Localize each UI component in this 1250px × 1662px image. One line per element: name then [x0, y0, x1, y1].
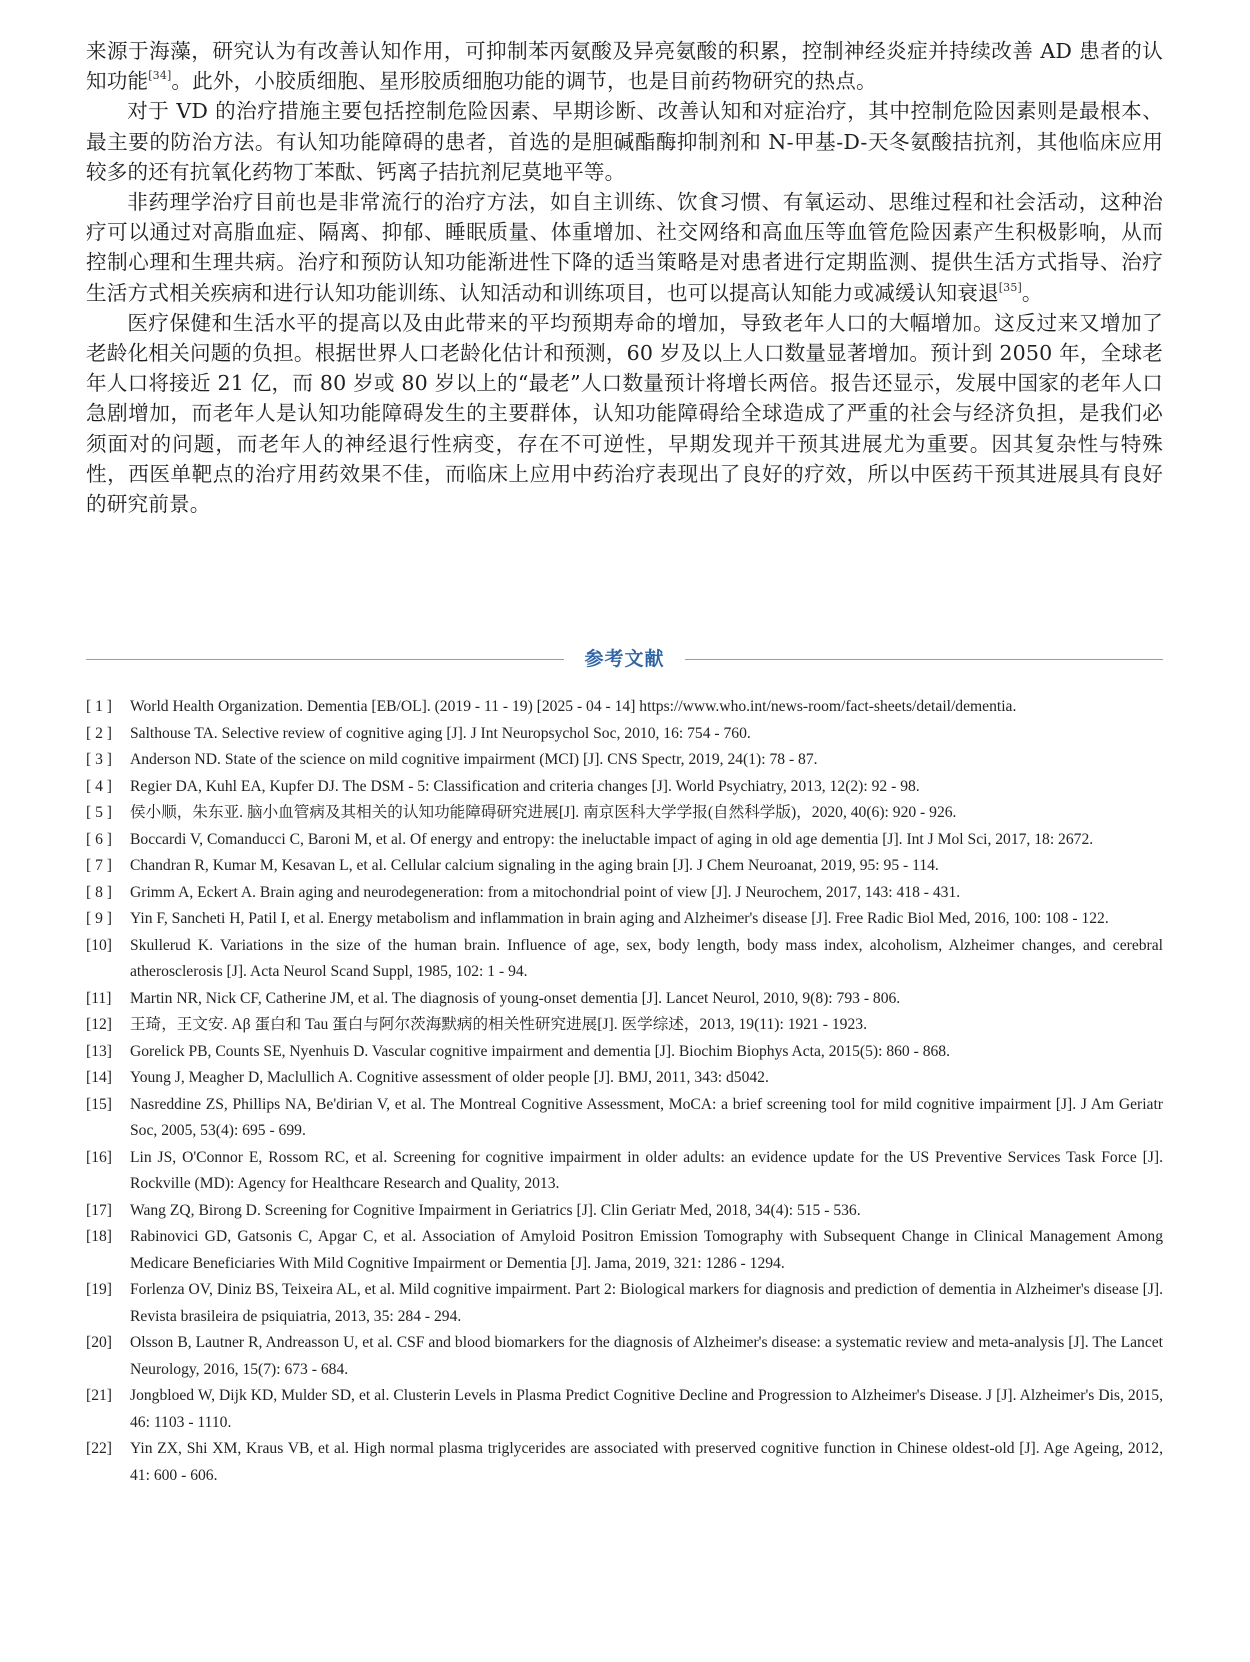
reference-number: [ 8 ] — [86, 883, 112, 901]
reference-item — [86, 1330, 1163, 1383]
reference-number: [13] — [86, 1042, 112, 1060]
reference-item — [86, 774, 1163, 801]
reference-number: [14] — [86, 1069, 112, 1086]
reference-item — [86, 1039, 1163, 1066]
reference-item — [86, 1065, 1163, 1092]
reference-text: Chandran R, Kumar M, Kesavan L, et al. Cellular calcium signaling in the aging brain [J]. J Chem Neuroanat, 2019, 95: 95 - 114. — [130, 857, 939, 874]
reference-text: Regier DA, Kuhl EA, Kupfer DJ. The DSM - 5: Classification and criteria changes [J]. World Psychiatry, 2013, 12(2): 92 - 98. — [130, 777, 920, 795]
citation-marker: [34] — [148, 69, 172, 83]
reference-item — [86, 1436, 1163, 1489]
reference-text: Rabinovici GD, Gatsonis C, Apgar C, et al. Association of Amyloid Positron Emission Tomography with Subsequent Change in Clinical Management Among Medicare Beneficiaries With Mild Cognitive Impairment or Dementia [J]. Jama, 2019, 321: 1286 - 1294. — [130, 1228, 1163, 1272]
reference-text: Anderson ND. State of the science on mild cognitive impairment (MCI) [J]. CNS Spectr, 2019, 24(1): 78 - 87. — [130, 751, 818, 768]
reference-number: [ 9 ] — [86, 910, 112, 927]
reference-number: [ 2 ] — [86, 724, 112, 742]
reference-number: [19] — [86, 1281, 112, 1298]
paragraph: 非药理学治疗目前也是非常流行的治疗方法，如自主训练、饮食习惯、有氧运动、思维过程和社会活动，这种治疗可以通过对高脂血症、隔离、抑郁、睡眠质量、体重增加、社交网络和高血压等血管危险因素产生积极影响，从而控制心理和生理共病。治疗和预防认知功能渐进性下降的适当策略是对患者进行定期监测、提供生活方式指导、治疗生活方式相关疾病和进行认知功能训练、认知活动和训练项目，也可以提高认知能力或减缓认知衰退[35]。 — [86, 190, 1163, 305]
reference-text: Forlenza OV, Diniz BS, Teixeira AL, et al. Mild cognitive impairment. Part 2: Biological markers for diagnosis and prediction of dementia in Alzheimer's disease [J]. Revista brasileira de psiquiatria, 2013, 35: 284 - 294. — [130, 1281, 1163, 1325]
reference-item — [86, 721, 1163, 748]
reference-text: Salthouse TA. Selective review of cognitive aging [J]. J Int Neuropsychol Soc, 2010, 16: 754 - 760. — [130, 724, 751, 742]
reference-text: Yin ZX, Shi XM, Kraus VB, et al. High normal plasma triglycerides are associated with preserved cognitive function in Chinese oldest-old [J]. Age Ageing, 2012, 41: 600 - 606. — [130, 1440, 1163, 1484]
reference-number: [10] — [86, 936, 112, 954]
reference-item — [86, 1383, 1163, 1436]
body-text — [86, 36, 1163, 519]
reference-number: [15] — [86, 1095, 112, 1113]
reference-number: [20] — [86, 1334, 112, 1351]
reference-text: Grimm A, Eckert A. Brain aging and neurodegeneration: from a mitochondrial point of view [J]. J Neurochem, 2017, 143: 418 - 431. — [130, 883, 961, 901]
reference-text: Jongbloed W, Dijk KD, Mulder SD, et al. Clusterin Levels in Plasma Predict Cognitive Decline and Progression to Alzheimer's Disease. J [J]. Alzheimer's Dis, 2015, 46: 1103 - 1110. — [130, 1387, 1163, 1431]
reference-text: Olsson B, Lautner R, Andreasson U, et al. CSF and blood biomarkers for the diagnosis of Alzheimer's disease: a systematic review and meta-analysis [J]. The Lancet Neurology, 2016, 15(7): 673 - 684. — [130, 1334, 1163, 1378]
reference-text: Martin NR, Nick CF, Catherine JM, et al. The diagnosis of young-onset dementia [J]. Lancet Neurol, 2010, 9(8): 793 - 806. — [130, 989, 901, 1007]
reference-item — [86, 880, 1163, 907]
reference-item — [86, 853, 1163, 880]
reference-item — [86, 906, 1163, 933]
reference-number: [16] — [86, 1148, 112, 1166]
reference-text: Lin JS, O'Connor E, Rossom RC, et al. Screening for cognitive impairment in older adults: an evidence update for the US Preventive Services Task Force [J]. Rockville (MD): Agency for Healthcare Research and Quality, 2013. — [130, 1148, 1163, 1192]
reference-number: [ 3 ] — [86, 751, 112, 768]
heading-rule-right — [685, 659, 1163, 660]
reference-number: [11] — [86, 989, 112, 1007]
reference-number: [22] — [86, 1440, 112, 1457]
reference-number: [ 7 ] — [86, 857, 112, 874]
citation-marker: [35] — [998, 280, 1022, 294]
reference-item — [86, 694, 1163, 721]
reference-number: [18] — [86, 1228, 112, 1245]
reference-text: Gorelick PB, Counts SE, Nyenhuis D. Vascular cognitive impairment and dementia [J]. Biochim Biophys Acta, 2015(5): 860 - 868. — [130, 1042, 951, 1060]
reference-text: 侯小顺，朱东亚. 脑小血管病及其相关的认知功能障碍研究进展[J]. 南京医科大学学报(自然科学版)，2020, 40(6): 920 - 926. — [130, 804, 957, 821]
reference-text: Wang ZQ, Birong D. Screening for Cognitive Impairment in Geriatrics [J]. Clin Geriatr Med, 2018, 34(4): 515 - 536. — [130, 1201, 861, 1219]
reference-text: Young J, Meagher D, Maclullich A. Cognitive assessment of older people [J]. BMJ, 2011, 343: d5042. — [130, 1069, 769, 1086]
reference-number: [17] — [86, 1201, 112, 1219]
reference-item — [86, 986, 1163, 1013]
reference-text: 王琦，王文安. Aβ 蛋白和 Tau 蛋白与阿尔茨海默病的相关性研究进展[J]. 医学综述，2013, 19(11): 1921 - 1923. — [130, 1016, 867, 1033]
reference-text: Skullerud K. Variations in the size of the human brain. Influence of age, sex, body length, body mass index, alcoholism, Alzheimer changes, and cerebral atherosclerosis [J]. Acta Neurol Scand Suppl, 1985, 102: 1 - 94. — [130, 936, 1163, 980]
reference-number: [ 1 ] — [86, 698, 112, 715]
reference-number: [21] — [86, 1387, 112, 1404]
paragraph: 对于 VD 的治疗措施主要包括控制危险因素、早期诊断、改善认知和对症治疗，其中控制危险因素则是最根本、最主要的防治方法。有认知功能障碍的患者，首选的是胆碱酯酶抑制剂和 N-甲基-D-天冬氨酸拮抗剂，其他临床应用较多的还有抗氧化药物丁苯酞、钙离子拮抗剂尼莫地平等。 — [86, 99, 1163, 184]
reference-text: World Health Organization. Dementia [EB/OL]. (2019 - 11 - 19) [2025 - 04 - 14] https://www.who.int/news-room/fact-sheets/detail/dementia. — [130, 698, 1017, 715]
reference-list — [86, 694, 1163, 1489]
reference-item — [86, 827, 1163, 854]
reference-number: [ 4 ] — [86, 777, 112, 795]
paragraph: 医疗保健和生活水平的提高以及由此带来的平均预期寿命的增加，导致老年人口的大幅增加。这反过来又增加了老龄化相关问题的负担。根据世界人口老龄化估计和预测，60 岁及以上人口数量显著增加。预计到 2050 年，全球老年人口将接近 21 亿，而 80 岁或 80 岁以上的“最老”人口数量预计将增长两倍。报告还显示，发展中国家的老年人口急剧增加，而老年人是认知功能障碍发生的主要群体，认知功能障碍给全球造成了严重的社会与经济负担，是我们必须面对的问题，而老年人的神经退行性病变，存在不可逆性，早期发现并干预其进展尤为重要。因其复杂性与特殊性，西医单靶点的治疗用药效果不佳，而临床上应用中药治疗表现出了良好的疗效，所以中医药干预其进展具有良好的研究前景。 — [86, 310, 1163, 517]
reference-item — [86, 1198, 1163, 1225]
reference-item — [86, 1277, 1163, 1330]
reference-number: [12] — [86, 1016, 112, 1033]
reference-item — [86, 933, 1163, 986]
reference-item — [86, 1145, 1163, 1198]
paragraph: 来源于海藻，研究认为有改善认知作用，可抑制苯丙氨酸及异亮氨酸的积累，控制神经炎症并持续改善 AD 患者的认知功能[34]。此外，小胶质细胞、星形胶质细胞功能的调节，也是目前药物研究的热点。 — [86, 39, 1163, 94]
reference-number: [ 6 ] — [86, 830, 112, 848]
reference-text: Yin F, Sancheti H, Patil I, et al. Energy metabolism and inflammation in brain aging and Alzheimer's disease [J]. Free Radic Biol Med, 2016, 100: 108 - 122. — [130, 910, 1109, 927]
reference-item — [86, 1092, 1163, 1145]
references-heading — [86, 644, 1163, 674]
reference-text: Nasreddine ZS, Phillips NA, Be'dirian V, et al. The Montreal Cognitive Assessment, MoCA: a brief screening tool for mild cognitive impairment [J]. J Am Geriatr Soc, 2005, 53(4): 695 - 699. — [130, 1095, 1163, 1139]
reference-item — [86, 800, 1163, 827]
reference-item — [86, 747, 1163, 774]
reference-item — [86, 1012, 1163, 1039]
reference-text: Boccardi V, Comanducci C, Baroni M, et al. Of energy and entropy: the ineluctable impact of aging in old age dementia [J]. Int J Mol Sci, 2017, 18: 2672. — [130, 830, 1094, 848]
references-title: 参考文献 — [584, 648, 665, 670]
reference-item — [86, 1224, 1163, 1277]
reference-number: [ 5 ] — [86, 804, 112, 821]
